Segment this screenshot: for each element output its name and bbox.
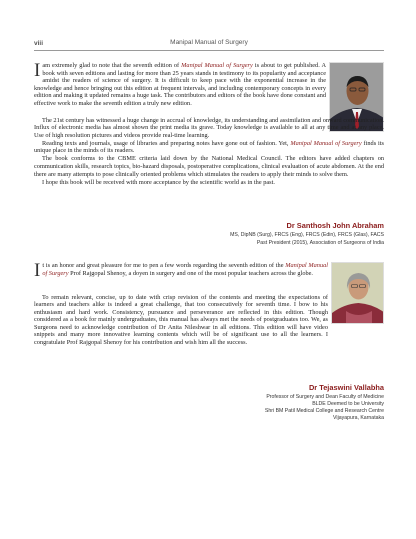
signature-line-3: Shri BM Patil Medical College and Research Centre	[264, 408, 384, 414]
dropcap: I	[34, 260, 41, 281]
running-head: Manipal Manual of Surgery	[170, 39, 248, 46]
message1-paragraph-5: I hope this book will be received with more acceptance by the scientific world as in the past.	[42, 178, 275, 186]
book-title: Manipal Manual of Surgery	[42, 262, 328, 277]
message2-text	[34, 260, 328, 281]
message1-paragraph-4: The book conforms to the CBME criteria laid down by the National Medical Council. The editors have added chapters on communication skills, research topics, bio-hazard disposals, postoperative complications, clinical evaluation of acute abdomen. At the end there are many attempts to pose clinically oriented problems which stimulates the readers to apply their minds to solve them.	[34, 155, 384, 178]
message2-paragraph-1: It is an honor and great pleasure for me to pen a few words regarding the seventh edition of the Manipal Manual of Surgery Prof Rajgopal Shenoy, a doyen in surgery and one of the most popular teachers across the globe.	[34, 260, 328, 281]
portrait-image	[332, 263, 384, 324]
message1-paragraph-3: Reading texts and journals, usage of libraries and preparing notes have gone out of fashion. Yet, Manipal Manual of Surgery finds its unique place in the minds of its readers.	[34, 139, 384, 155]
signature-line-2: BLDE Deemed to be University	[312, 401, 384, 407]
signature-line-4: Vijayapura, Karnataka	[333, 415, 384, 421]
author-photo-tejaswini	[331, 262, 384, 324]
signature-name: Dr Santhosh John Abraham	[286, 221, 384, 230]
signature-title: Past President (2015), Association of Surgeons of India	[256, 240, 384, 246]
signature-name-2: Dr Tejaswini Vallabha	[308, 383, 384, 392]
message2-paragraph-2: To remain relevant, concise, up to date with crisp revision of the contents and meeting the expectations of learners and teachers alike is indeed a great challenge, that too consecutively for seventh time. I bow to his enthusiasm and hard work. Consistency, pursuance and perseverance are reflected in this edition. Though considered as a book for mainly undergraduates, this manual has always met the needs of postgraduates too. We, as Surgeons need to acknowledge contribution of Dr Anita Nileshwar in all editions. This edition will have video snippets and many more innovative learning contents which will be of significant use to all the learners. I congratulate Prof Rajgopal Shenoy for his contribution and wish him all the success.	[34, 293, 328, 347]
signature-credentials: MS, DipNB (Surg), FRCS (Eng), FRCS (Edin), FRCS (Glas), FACS	[230, 232, 384, 238]
message1-text	[34, 62, 326, 108]
message2-text-cont	[34, 293, 328, 347]
signature-line-1: Professor of Surgery and Dean Faculty of Medicine	[266, 394, 384, 400]
book-title: Manipal Manual of Surgery	[290, 139, 362, 147]
page-header	[34, 39, 384, 53]
message1-paragraph-2: The 21st century has witnessed a huge change in accrual of knowledge, its understanding and assimilation and onward communication. Influx of electronic media has almost shown the print media its grave. Today knowledge is available to all at any time and at any place. Use of high resolution pictures and videos provide real-time learning.	[34, 116, 384, 139]
page-number: viii	[34, 40, 44, 47]
header-rule	[34, 50, 384, 51]
book-title: Manipal Manual of Surgery	[181, 62, 253, 69]
dropcap: I	[34, 60, 41, 81]
message1-text-cont	[34, 116, 384, 186]
message1-paragraph-1: I am extremely glad to note that the seventh edition of Manipal Manual of Surgery is about to get published. A book with seven editions and lasting for more than 25 years stands in testimony to its popularity and acceptance amidst the readers of science of surgery. It is difficult to keep pace with the exponential increase in the knowledge and hence bringing out this edition at frequent intervals, and including contemporary concepts in every edition and making it updated remains a huge task. The contributors and editors of the book have done constant and effective work to make the seventh edition a truly new edition.	[34, 60, 327, 107]
